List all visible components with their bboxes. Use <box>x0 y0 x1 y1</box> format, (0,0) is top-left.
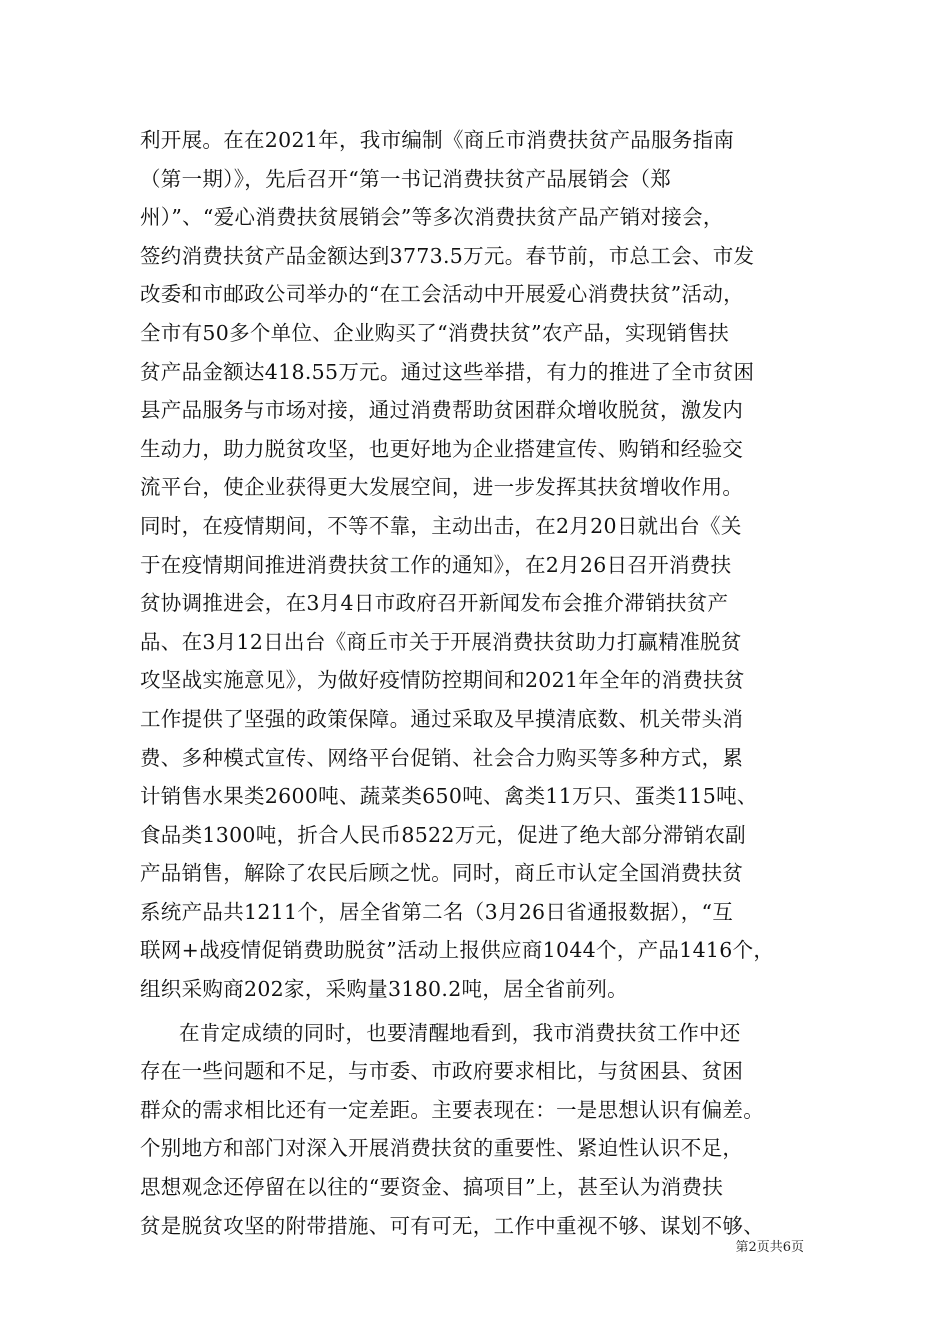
text-line: 工作提供了坚强的政策保障。通过采取及早摸清底数、机关带头消 <box>140 706 744 731</box>
text-line: 贫是脱贫攻坚的附带措施、可有可无，工作中重视不够、谋划不够、 <box>140 1213 764 1238</box>
text-line: 同时，在疫情期间，不等不靠，主动出击，在2月20日就出台《关 <box>140 513 742 538</box>
text-line: （第一期）》，先后召开“第一书记消费扶贫产品展销会（郑 <box>140 166 672 191</box>
text-line: 组织采购商202家，采购量3180.2吨，居全省前列。 <box>140 977 628 1002</box>
text-line: 存在一些问题和不足，与市委、市政府要求相比，与贫困县、贫困 <box>140 1059 744 1084</box>
document-body <box>140 121 830 1245</box>
text-line: 全市有50多个单位、企业购买了“消费扶贫”农产品，实现销售扶 <box>140 320 730 345</box>
text-line: 思想观念还停留在以往的“要资金、搞项目”上，甚至认为消费扶 <box>140 1175 724 1200</box>
text-line: 县产品服务与市场对接，通过消费帮助贫困群众增收脱贫，激发内 <box>140 398 744 423</box>
text-line: 费、多种模式宣传、网络平台促销、社会合力购买等多种方式，累 <box>140 745 744 770</box>
paragraph-1 <box>140 121 830 1009</box>
text-line: 食品类1300吨，折合人民币8522万元，促进了绝大部分滞销农副 <box>140 822 746 847</box>
paragraph-2 <box>140 1014 830 1246</box>
text-line: 利开展。在在2021年，我市编制《商丘市消费扶贫产品服务指南 <box>140 128 735 152</box>
text-line: 于在疫情期间推进消费扶贫工作的通知》，在2月26日召开消费扶 <box>140 552 732 577</box>
text-line: 系统产品共1211个，居全省第二名（3月26日省通报数据），“互 <box>140 899 734 924</box>
text-line: 计销售水果类2600吨、蔬菜类650吨、禽类11万只、蛋类115吨、 <box>140 784 758 809</box>
text-line: 群众的需求相比还有一定差距。主要表现在：一是思想认识有偏差。 <box>140 1097 764 1122</box>
text-line: 品、在3月12日出台《商丘市关于开展消费扶贫助力打赢精准脱贫 <box>140 629 742 654</box>
text-line: 贫协调推进会，在3月4日市政府召开新闻发布会推介滞销扶贫产 <box>140 591 729 616</box>
text-line: 流平台，使企业获得更大发展空间，进一步发挥其扶贫增收作用。 <box>140 475 744 500</box>
text-line: 生动力，助力脱贫攻坚，也更好地为企业搭建宣传、购销和经验交 <box>140 436 744 461</box>
text-line: 攻坚战实施意见》，为做好疫情防控期间和2021年全年的消费扶贫 <box>140 668 745 693</box>
text-line: 个别地方和部门对深入开展消费扶贫的重要性、紧迫性认识不足， <box>140 1136 744 1161</box>
text-line: 联网+战疫情促销费助脱贫”活动上报供应商1044个，产品1416个， <box>140 938 775 963</box>
text-line: 州）”、“爱心消费扶贫展销会”等多次消费扶贫产品产销对接会， <box>140 205 724 230</box>
text-line: 签约消费扶贫产品金额达到3773.5万元。春节前，市总工会、市发 <box>140 243 755 268</box>
page-number-footer: 第2页共6页 <box>735 1240 804 1255</box>
text-line: 产品销售，解除了农民后顾之忧。同时，商丘市认定全国消费扶贫 <box>140 861 744 886</box>
text-line: 贫产品金额达418.55万元。通过这些举措，有力的推进了全市贫困 <box>140 359 755 384</box>
text-line: 改委和市邮政公司举办的“在工会活动中开展爱心消费扶贫”活动， <box>140 282 744 307</box>
text-line: 在肯定成绩的同时，也要清醒地看到，我市消费扶贫工作中还 <box>179 1020 741 1045</box>
